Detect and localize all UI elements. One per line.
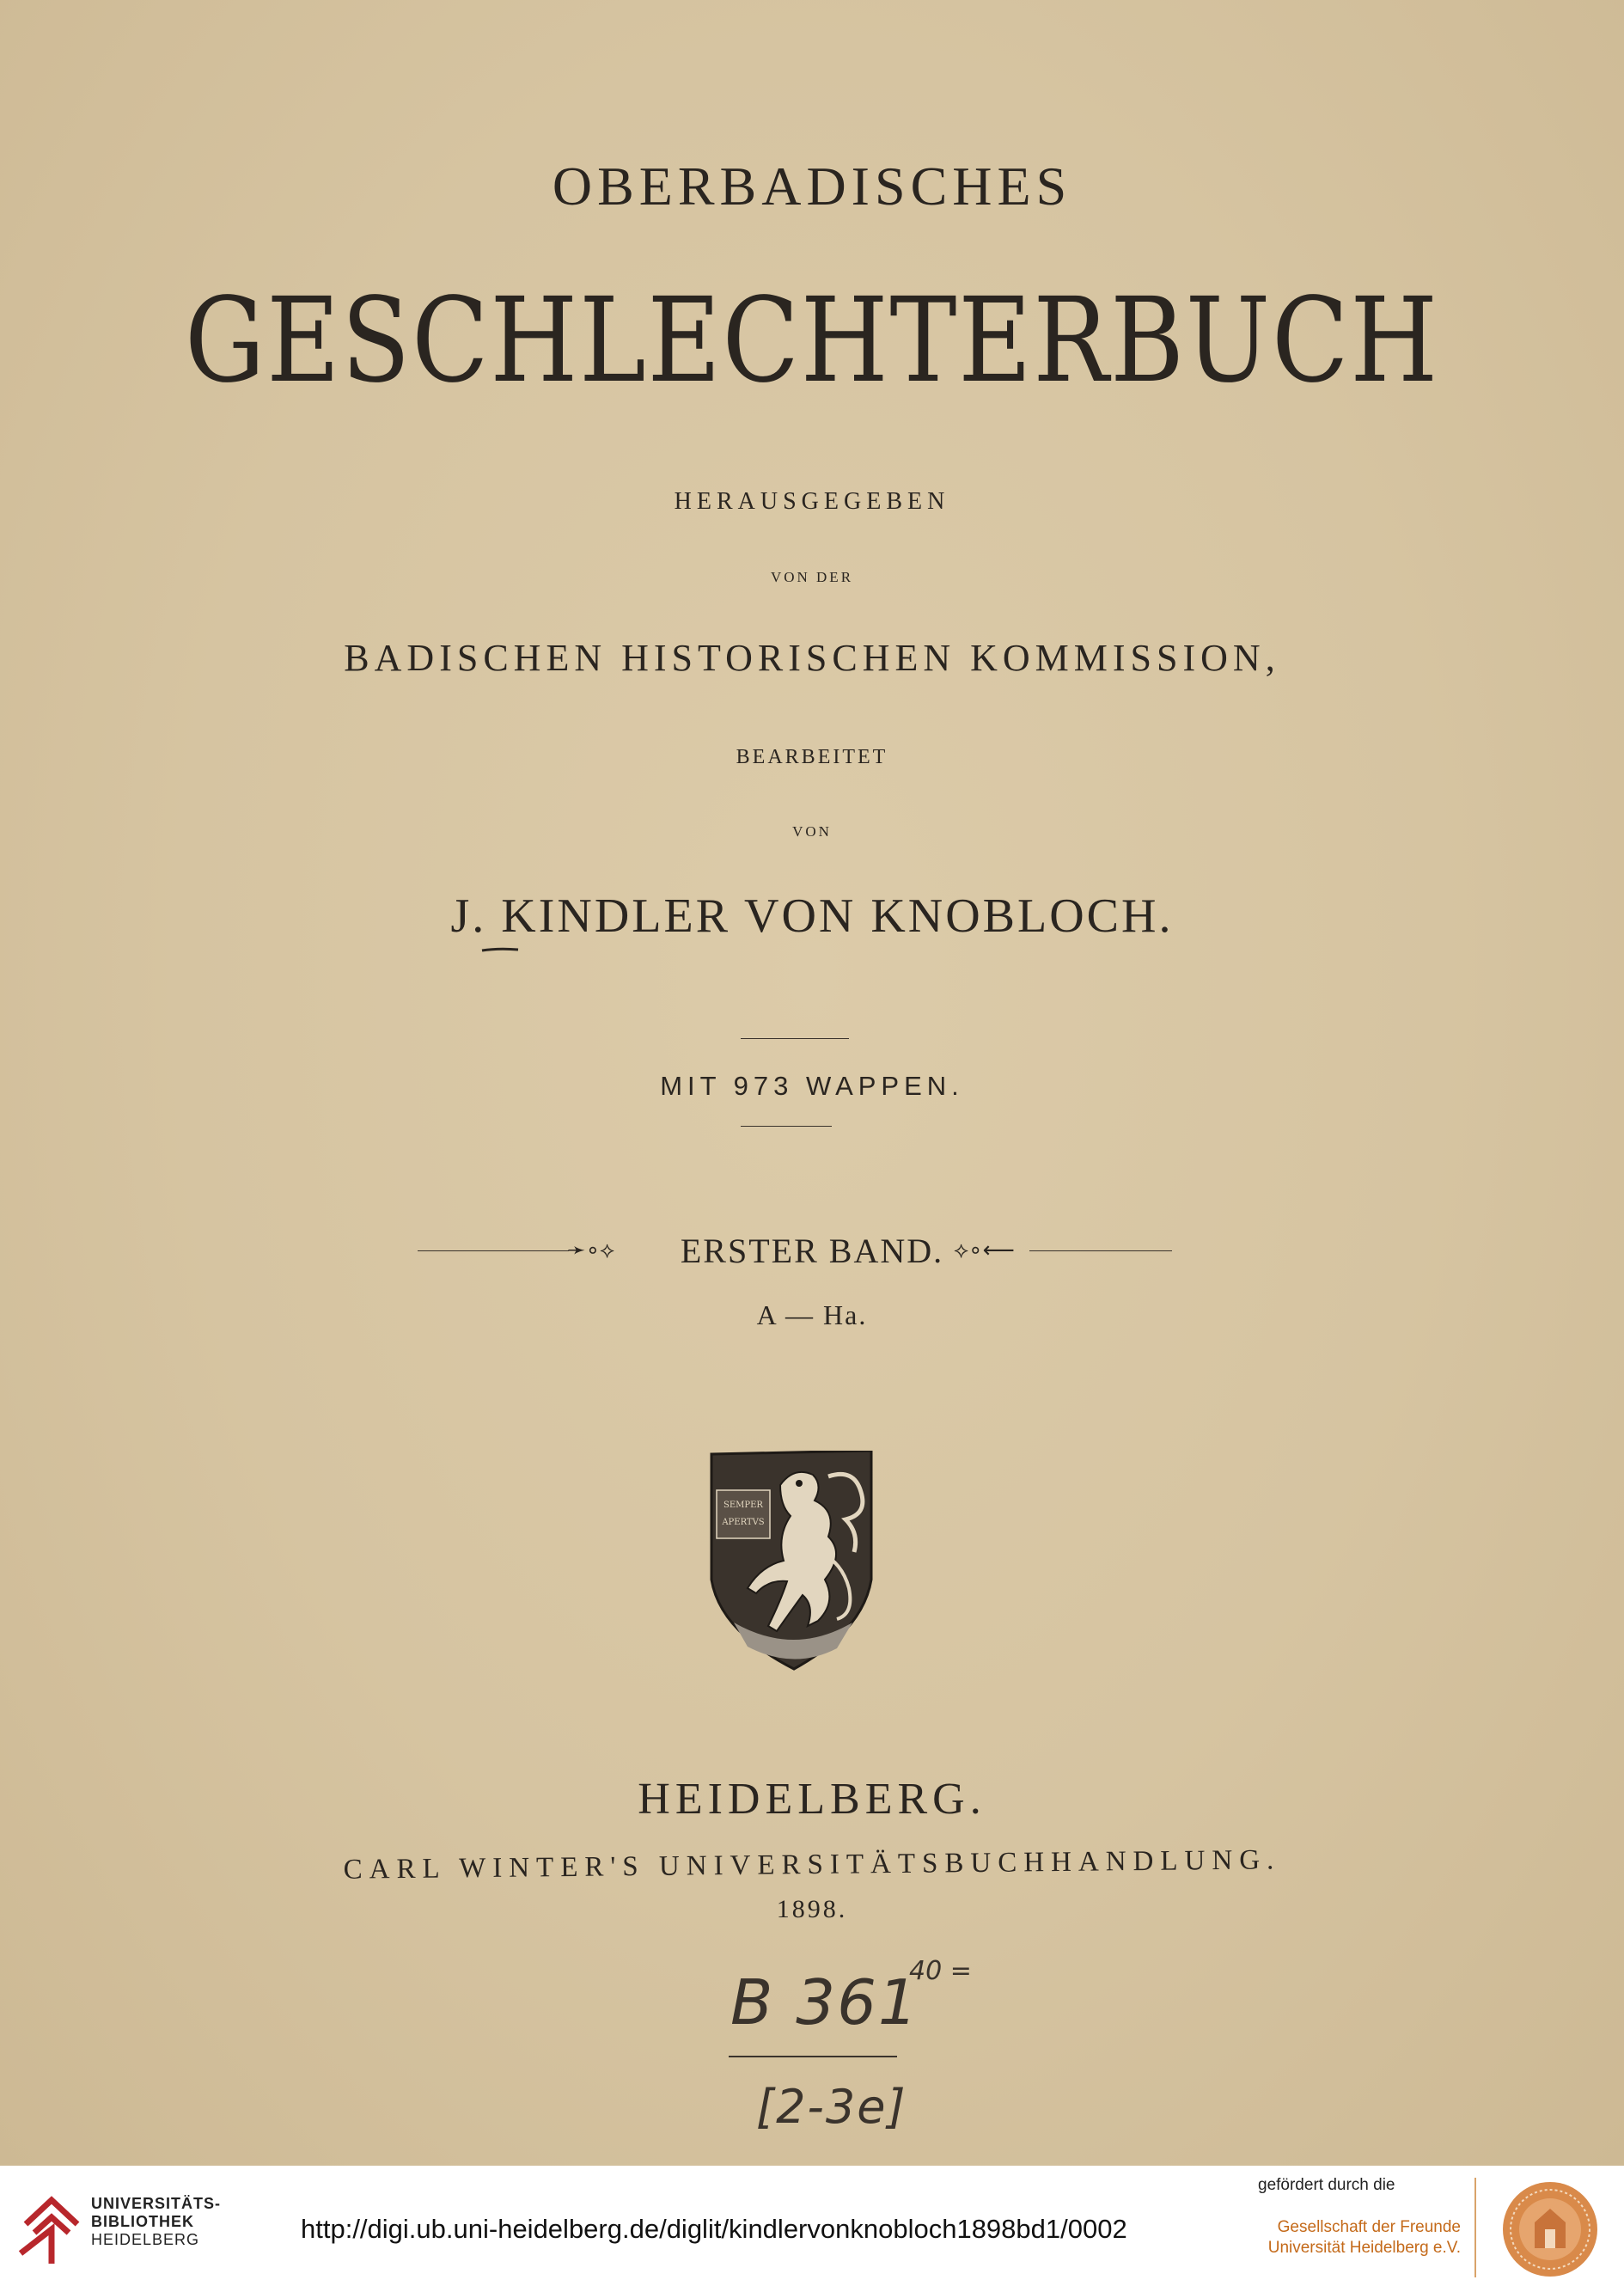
series-title-line: OBERBADISCHES xyxy=(552,156,1072,217)
funding-society xyxy=(1256,2217,1461,2258)
society-name-line: Universität Heidelberg e.V. xyxy=(1267,2239,1461,2257)
digitization-footer xyxy=(0,2166,1624,2286)
ornament-left-icon: ➛∘⟡ xyxy=(567,1238,615,1263)
ornament-right-icon: ⟡∘⟵ xyxy=(954,1238,1015,1263)
crest-inscription: SEMPER xyxy=(723,1501,763,1510)
by-the-line: VON DER xyxy=(770,569,854,585)
main-title: GESCHLECHTERBUCH xyxy=(185,273,1439,409)
plates-count-line: MIT 973 WAPPEN. xyxy=(660,1071,964,1101)
funded-by-label: gefördert durch die xyxy=(1258,2176,1395,2194)
library-name-line: BIBLIOTHEK xyxy=(91,2213,194,2230)
volume-title: ERSTER BAND. xyxy=(680,1232,944,1270)
library-logo-icon xyxy=(17,2190,84,2264)
publication-city: HEIDELBERG. xyxy=(638,1775,986,1824)
divider-rule xyxy=(1029,1250,1172,1251)
divider-rule xyxy=(741,1038,849,1039)
footer-divider xyxy=(1474,2178,1476,2277)
library-name-line: UNIVERSITÄTS- xyxy=(91,2195,222,2212)
volume-range: A — Ha. xyxy=(756,1299,868,1330)
divider-rule xyxy=(741,1126,832,1127)
handwritten-secondary-mark: [2-3e] xyxy=(756,2080,907,2134)
by-line: VON xyxy=(792,823,832,840)
author-name: J. KINDLER VON KNOBLOCH. xyxy=(450,889,1174,943)
society-name-line: Gesellschaft der Freunde xyxy=(1277,2218,1461,2236)
handwritten-shelf-mark: B 361 xyxy=(730,1966,919,2038)
lion-crest-icon xyxy=(708,1451,875,1671)
commission-line: BADISCHEN HISTORISCHEN KOMMISSION, xyxy=(344,637,1280,679)
library-name xyxy=(91,2195,221,2249)
edited-by-line: HERAUSGEGEBEN xyxy=(674,488,950,515)
handwritten-rule xyxy=(729,2056,897,2057)
crest-inscription: APERTVS xyxy=(722,1518,765,1527)
publication-year: 1898. xyxy=(776,1895,848,1923)
university-seal-icon xyxy=(1500,2179,1600,2279)
permalink-url[interactable]: http://digi.ub.uni-heidelberg.de/diglit/kindlervonknobloch1898bd1/0002 xyxy=(301,2214,1127,2244)
pencil-underline-mark xyxy=(481,947,519,952)
compiled-line: BEARBEITET xyxy=(736,746,888,768)
publisher-name: CARL WINTER'S UNIVERSITÄTSBUCHHANDLUNG. xyxy=(343,1844,1281,1886)
library-name-line: HEIDELBERG xyxy=(91,2231,200,2248)
handwritten-shelf-superscript: 40 = xyxy=(909,1956,972,1986)
